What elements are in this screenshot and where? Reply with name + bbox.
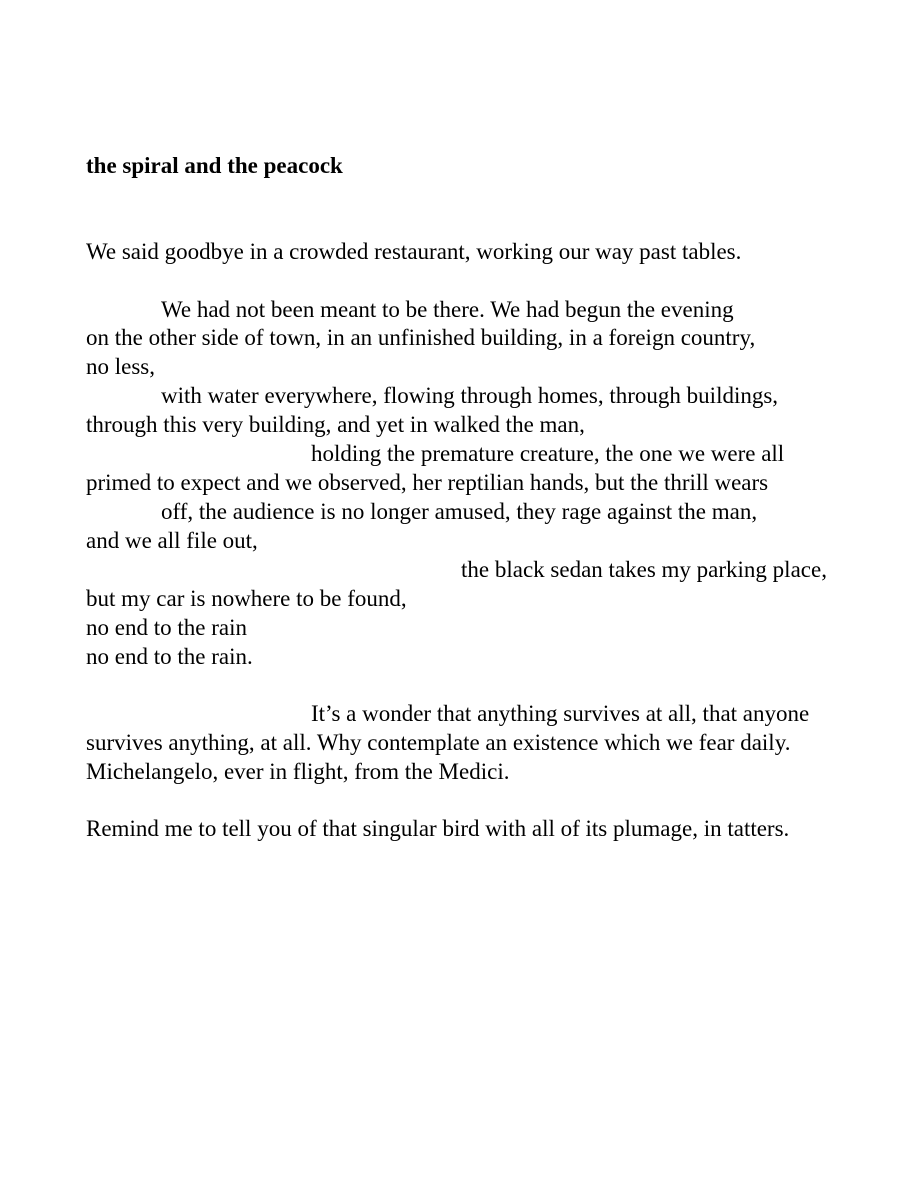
poem-line: and we all file out, [86,528,258,553]
poem-line: Remind me to tell you of that singular bird with all of its plumage, in tatters. [86,816,790,841]
poem-line: off, the audience is no longer amused, they rage against the man, [161,499,758,524]
poem-line: through this very building, and yet in walked the man, [86,412,585,437]
poem-line: holding the premature creature, the one we were all [311,441,785,466]
poem-line: no end to the rain. [86,644,253,669]
poem-line: with water everywhere, flowing through homes, through buildings, [161,383,779,408]
poem-line: It’s a wonder that anything survives at all, that anyone [311,701,810,726]
poem-line: no less, [86,354,155,379]
poem-line: the black sedan takes my parking place, [461,557,827,582]
poem-line: survives anything, at all. Why contemplate an existence which we fear daily. [86,730,791,755]
poem-line: primed to expect and we observed, her reptilian hands, but the thrill wears [86,470,769,495]
poem-line: Michelangelo, ever in flight, from the Medici. [86,759,510,784]
poem-line: We said goodbye in a crowded restaurant, working our way past tables. [86,239,742,264]
poem-line: no end to the rain [86,615,247,640]
poem-line: but my car is nowhere to be found, [86,586,407,611]
poem-line: We had not been meant to be there. We had begun the evening [161,297,734,322]
poem-line: on the other side of town, in an unfinished building, in a foreign country, [86,325,756,350]
poem-title: the spiral and the peacock [86,153,343,178]
